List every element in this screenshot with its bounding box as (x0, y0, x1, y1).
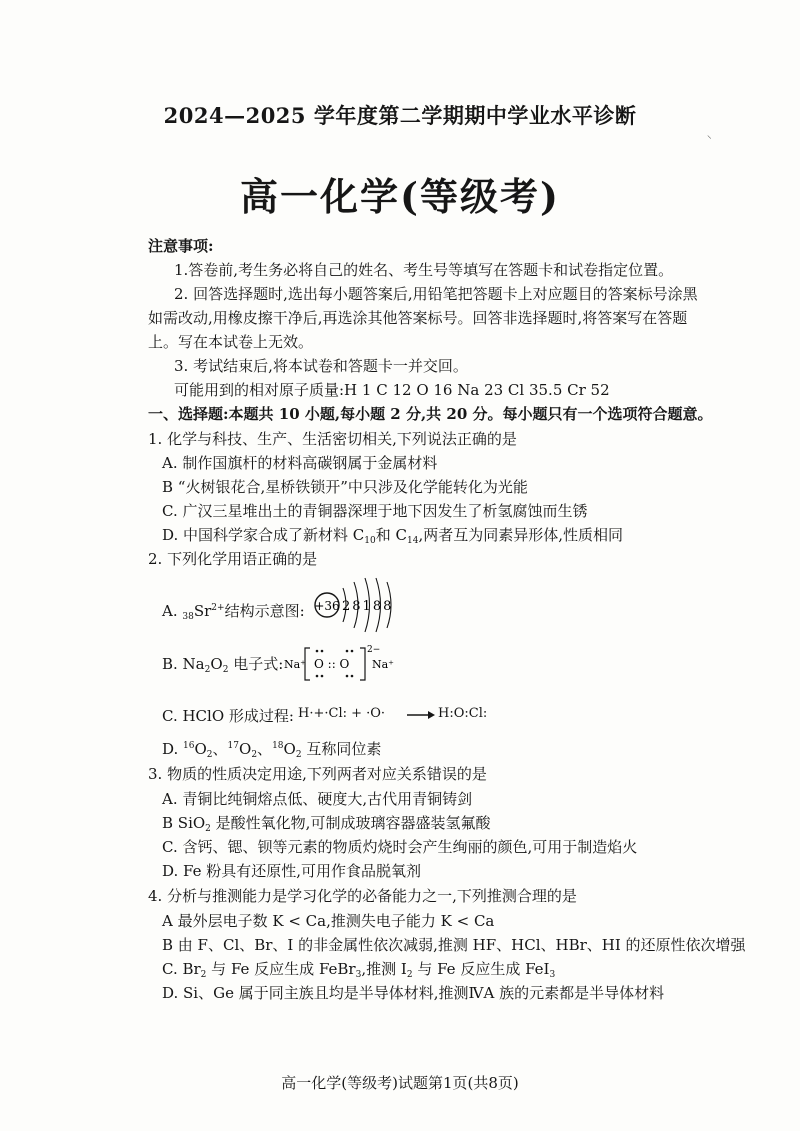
notice-item-2-line-2: 如需改动,用橡皮擦干净后,再选涂其他答案标号。回答非选择题时,将答案写在答题 (148, 309, 688, 327)
question-4-option-a: A 最外层电子数 K < Ca,推测失电子能力 K < Ca (162, 912, 495, 930)
hclo-product: H:O:Cl: (438, 706, 488, 721)
question-4-option-d: D. Si、Ge 属于同主族且均是半导体材料,推测ⅣA 族的元素都是半导体材料 (162, 984, 665, 1002)
question-1-option-a: A. 制作国旗杆的材料高碳钢属于金属材料 (162, 454, 438, 472)
question-3-stem: 3. 物质的性质决定用途,下列两者对应关系错误的是 (148, 765, 487, 783)
question-3-option-a: A. 青铜比纯铜熔点低、硬度大,古代用青铜铸剑 (162, 790, 473, 808)
question-3-option-b: B SiO$_2$ 是酸性氧化物,可制成玻璃容器盛装氢氟酸 (162, 814, 491, 834)
notice-item-2-line-1: 2. 回答选择题时,选出每小题答案后,用铅笔把答题卡上对应题目的答案标号涂黑 (174, 285, 698, 303)
question-4-stem: 4. 分析与推测能力是学习化学的必备能力之一,下列推测合理的是 (148, 887, 577, 905)
question-1-option-d: D. 中国科学家合成了新材料 $C_{10}$和 $C_{14}$,两者互为同素异形体,性质相同 (162, 526, 623, 546)
scan-mark-icon: ⸜ (707, 131, 712, 141)
notice-item-3: 3. 考试结束后,将本试卷和答题卡一并交回。 (174, 357, 468, 375)
question-4-option-c: C. $Br_2$ 与 Fe 反应生成 FeBr$_3$,推测 $I_2$ 与 Fe 反应生成 FeI$_3$ (162, 960, 556, 980)
svg-text:2−: 2− (367, 645, 381, 655)
svg-text:Na⁺: Na⁺ (284, 658, 306, 671)
question-3-option-d: D. Fe 粉具有还原性,可用作食品脱氧剂 (162, 862, 422, 880)
svg-text:O :: O: O :: O (314, 657, 350, 671)
atomic-structure-diagram (308, 572, 408, 634)
hclo-reactants: H·+·Cl: + ·O· (298, 706, 386, 721)
question-2-stem: 2. 下列化学用语正确的是 (148, 550, 318, 568)
question-1-option-b: B “火树银花合,星桥铁锁开”中只涉及化学能转化为光能 (162, 478, 528, 496)
question-2-option-d: D. $^{16}O_2$、$^{17}O_2$、$^{18}O_2$ 互称同位素 (162, 740, 382, 760)
notice-heading: 注意事项: (148, 237, 214, 255)
question-2-option-b: B. $Na_2O_2$ 电子式: (162, 655, 284, 675)
question-2-option-a: A. $_{38}Sr^{2+}$结构示意图: (162, 602, 305, 622)
question-2-option-c: C. HClO 形成过程: (162, 707, 294, 725)
electron-formula-na2o2 (284, 642, 394, 684)
question-3-option-c: C. 含钙、锶、钡等元素的物质灼烧时会产生绚丽的颜色,可用于制造焰火 (162, 838, 638, 856)
subject-title: 高一化学(等级考) (240, 174, 560, 219)
page-footer: 高一化学(等级考)试题第1页(共8页) (281, 1074, 519, 1092)
section-heading: 一、选择题:本题共 10 小题,每小题 2 分,共 20 分。每小题只有一个选项符合题意。 (148, 405, 713, 423)
notice-item-1: 1.答卷前,考生务必将自己的姓名、考生号等填写在答题卡和试卷指定位置。 (174, 261, 674, 279)
question-4-option-b: B 由 F、Cl、Br、I 的非金属性依次减弱,推测 HF、HCl、HBr、HI 的还原性依次增强 (162, 936, 746, 954)
notice-item-2-line-3: 上。写在本试卷上无效。 (148, 333, 314, 351)
question-1-option-c: C. 广汉三星堆出土的青铜器深埋于地下因发生了析氢腐蚀而生锈 (162, 502, 588, 520)
nucleus-charge: +36 (314, 599, 340, 613)
atomic-masses: 可能用到的相对原子质量:H 1 C 12 O 16 Na 23 Cl 35.5 Cr 52 (174, 381, 610, 399)
exam-title: 2024—2025 学年度第二学期期中学业水平诊断 (163, 103, 637, 128)
svg-text:Na⁺: Na⁺ (372, 658, 394, 671)
electron-shells: 28188 (342, 599, 394, 614)
question-1-stem: 1. 化学与科技、生产、生活密切相关,下列说法正确的是 (148, 430, 517, 448)
reaction-arrow-icon (406, 708, 436, 722)
